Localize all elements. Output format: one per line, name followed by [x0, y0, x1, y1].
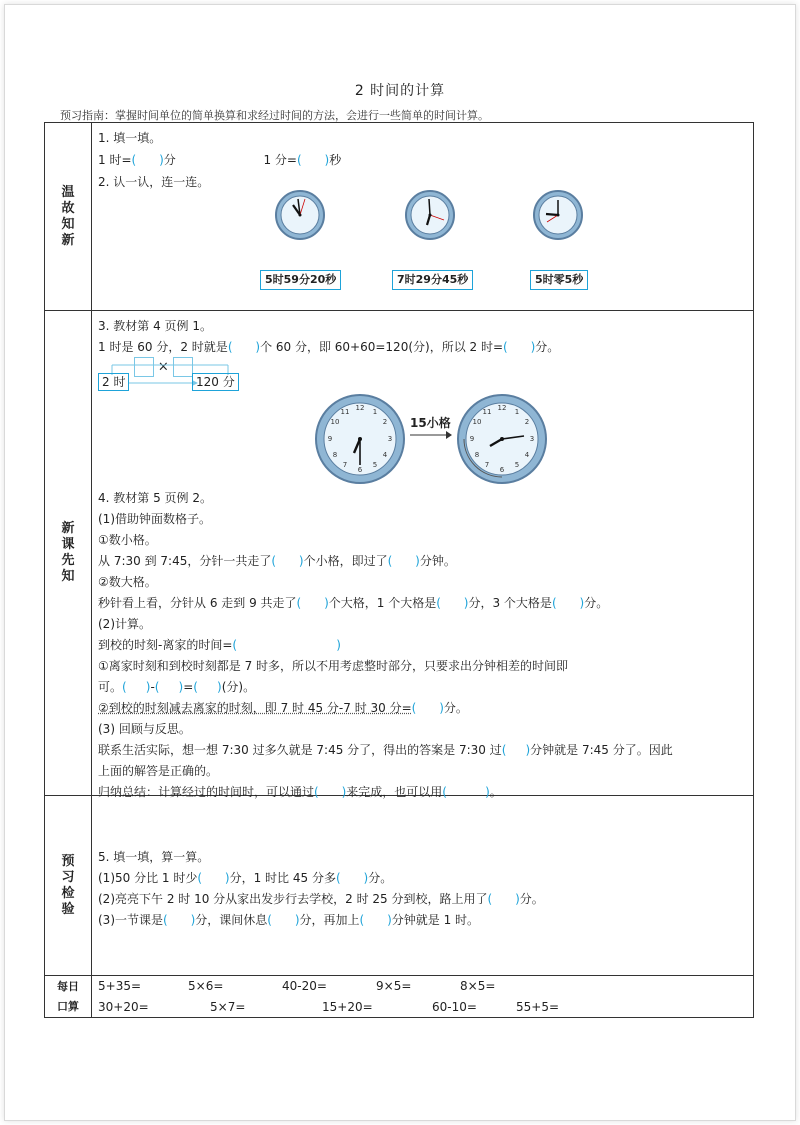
svg-text:1: 1	[372, 408, 378, 416]
svg-text:8: 8	[474, 451, 480, 459]
q5-l3-a: (3)一节课是	[98, 913, 163, 927]
svg-text:9: 9	[469, 435, 475, 443]
box-120-minutes: 120 分	[192, 373, 239, 391]
clock-icon-730	[314, 393, 406, 485]
svg-text:2: 2	[524, 418, 530, 426]
q4-l9-blank-1[interactable]: ( )	[122, 680, 151, 694]
svg-text:6: 6	[357, 466, 363, 474]
svg-text:1: 1	[514, 408, 520, 416]
q5-l1-b: 分，1 时比 45 分多	[229, 871, 336, 885]
q4-l5-blank-1[interactable]: ( )	[296, 596, 329, 610]
q4-line5	[98, 594, 608, 611]
q1-row	[98, 151, 341, 168]
q4-l5-b: 个大格，1 个大格是	[328, 596, 437, 610]
oral-r2-c3: 15+20=	[322, 1000, 373, 1014]
section-new	[92, 311, 754, 799]
oral-r2-c5: 55+5=	[516, 1000, 560, 1014]
q4-l12-blank[interactable]: ( )	[501, 743, 531, 757]
q3-text-a: 1 时是 60 分，2 时就是	[98, 340, 228, 354]
q4-l14-c: 。	[489, 785, 502, 799]
q1a-suffix: 分	[163, 153, 176, 167]
q4-line10	[98, 699, 468, 716]
q5-l3-blank-1[interactable]: ( )	[163, 913, 196, 927]
time-label-1[interactable]: 5时59分20秒	[260, 270, 341, 290]
q5-l3-blank-3[interactable]: ( )	[359, 913, 392, 927]
q3-blank-1[interactable]: ( )	[227, 340, 261, 354]
q4-line8: ①离家时刻和到校时刻都是 7 时多，所以不用考虑整时部分，只要求出分钟相差的时间即	[98, 659, 569, 673]
svg-text:12: 12	[497, 404, 507, 412]
oral-r1-c1: 5+35=	[98, 979, 142, 993]
q1b-blank[interactable]: ( )	[296, 153, 330, 167]
section-check-text: 预习检验	[61, 853, 75, 917]
svg-text:3: 3	[529, 435, 535, 443]
q4-l10-a: ②到校的时刻减去离家的时刻，即 7 时 45 分-7 时 30 分=	[98, 701, 412, 715]
svg-text:10: 10	[472, 418, 482, 426]
q4-title: 4. 教材第 5 页例 2。	[98, 491, 212, 505]
q5-l3-b: 分，课间休息	[195, 913, 268, 927]
q1b-suffix: 秒	[329, 153, 342, 167]
q4-line3	[98, 552, 456, 569]
preview-guide: 预习指南：掌握时间单位的简单换算和求经过时间的方法，会进行一些简单的时间计算。	[60, 109, 489, 122]
clock-icon-1	[274, 189, 326, 241]
section-review-text: 温故知新	[61, 184, 75, 248]
q4-l9-minus: -	[150, 680, 155, 694]
q4-l5-d: 分。	[584, 596, 609, 610]
q5-line1	[98, 869, 392, 886]
q3-text-c: 分。	[535, 340, 560, 354]
q4-l3-blank-1[interactable]: ( )	[271, 554, 304, 568]
q5-line2	[98, 890, 544, 907]
q4-line4: ②数大格。	[98, 575, 157, 589]
q4-l3-b: 个小格，即过了	[303, 554, 388, 568]
q4-l5-blank-2[interactable]: ( )	[436, 596, 469, 610]
page-title: 2 时间的计算	[354, 83, 446, 99]
clock-icon-2	[404, 189, 456, 241]
q1b-prefix: 1 分=	[263, 153, 297, 167]
q4-l3-blank-2[interactable]: ( )	[387, 554, 420, 568]
q5-line3	[98, 911, 479, 928]
box-2-hours: 2 时	[98, 373, 129, 391]
svg-text:9: 9	[327, 435, 333, 443]
q4-l5-blank-3[interactable]: ( )	[551, 596, 585, 610]
q4-l9-blank-2[interactable]: ( )	[154, 680, 184, 694]
time-label-3[interactable]: 5时零5秒	[530, 270, 588, 290]
q4-l14-b: 来完成，也可以用	[346, 785, 443, 799]
svg-text:6: 6	[499, 466, 505, 474]
q1-title: 1. 填一填。	[98, 131, 162, 145]
clock-icon-3	[532, 189, 584, 241]
q5-l1-blank-2[interactable]: ( )	[335, 871, 369, 885]
oral-r1-c4: 9×5=	[376, 979, 412, 993]
section-oral	[92, 976, 754, 1018]
q5-l1-c: 分。	[368, 871, 393, 885]
q4-line12	[98, 741, 673, 758]
svg-text:2: 2	[382, 418, 388, 426]
q4-line11: (3) 回顾与反思。	[98, 722, 191, 736]
q1a-prefix: 1 时=	[98, 153, 132, 167]
q4-l9-d: (分)。	[221, 680, 256, 694]
oral-r1-c2: 5×6=	[188, 979, 224, 993]
svg-text:11: 11	[340, 408, 350, 416]
q5-title: 5. 填一填，算一算。	[98, 850, 210, 864]
q4-l14-a: 归纳总结：计算经过的时间时，可以通过	[98, 785, 315, 799]
right-arrow-icon	[408, 429, 454, 441]
time-label-2[interactable]: 7时29分45秒	[392, 270, 473, 290]
q5-l2-blank[interactable]: ( )	[487, 892, 520, 906]
svg-text:3: 3	[387, 435, 393, 443]
q4-l12-a: 联系生活实际，想一想 7:30 过多久就是 7:45 分了，得出的答案是 7:30 过	[98, 743, 502, 757]
section-review-label	[45, 123, 92, 311]
q4-line6: (2)计算。	[98, 617, 151, 631]
q5-l3-blank-2[interactable]: ( )	[267, 913, 300, 927]
q4-l3-c: 分钟。	[419, 554, 456, 568]
q4-line9	[98, 678, 255, 695]
q4-line2: ①数小格。	[98, 533, 157, 547]
oral-r2-c2: 5×7=	[210, 1000, 246, 1014]
times-sign: ×	[157, 359, 169, 375]
q4-l5-c: 分，3 个大格是	[468, 596, 552, 610]
section-check	[92, 796, 754, 976]
q4-l9-blank-3[interactable]: ( )	[193, 680, 222, 694]
q5-l1-a: (1)50 分比 1 时少	[98, 871, 198, 885]
q3-line1	[98, 338, 559, 355]
q2-title: 2. 认一认，连一连。	[98, 175, 210, 189]
q3-title: 3. 教材第 4 页例 1。	[98, 319, 212, 333]
section-new-text: 新课先知	[61, 521, 75, 584]
q4-line13: 上面的解答是正确的。	[98, 764, 219, 778]
q3-blank-2[interactable]: ( )	[503, 340, 536, 354]
svg-text:5: 5	[372, 461, 378, 469]
q4-l10-blank[interactable]: ( )	[411, 701, 444, 715]
svg-text:8: 8	[332, 451, 338, 459]
q1a-blank[interactable]: ( )	[131, 153, 164, 167]
svg-text:4: 4	[524, 451, 530, 459]
svg-text:4: 4	[382, 451, 388, 459]
section-oral-label	[45, 976, 92, 1018]
oral-r1-c3: 40-20=	[282, 979, 327, 993]
worksheet-table	[44, 122, 754, 1018]
section-new-label	[45, 311, 92, 796]
svg-text:7: 7	[342, 461, 348, 469]
arrow-label-15-ticks: 15小格	[410, 416, 451, 430]
svg-text:10: 10	[330, 418, 340, 426]
section-oral-text: 每日口算	[57, 979, 79, 1013]
oral-r1-c5: 8×5=	[460, 979, 496, 993]
q4-l9-equals: =	[183, 680, 194, 694]
q5-l3-c: 分，再加上	[299, 913, 360, 927]
q4-line1: (1)借助钟面数格子。	[98, 512, 211, 526]
q4-l12-b: 分钟就是 7:45 分了。因此	[530, 743, 673, 757]
svg-text:7: 7	[484, 461, 490, 469]
q4-l9-a: 可。	[98, 680, 123, 694]
svg-text:5: 5	[514, 461, 520, 469]
q4-l3-a: 从 7:30 到 7:45，分针一共走了	[98, 554, 272, 568]
q5-l3-d: 分钟就是 1 时。	[391, 913, 480, 927]
q4-l14-blank-1[interactable]: ( )	[314, 785, 347, 799]
oral-r2-c1: 30+20=	[98, 1000, 149, 1014]
q5-l2-b: 分。	[519, 892, 544, 906]
q4-l14-blank-2[interactable]: ( )	[442, 785, 490, 799]
q5-l2-a: (2)亮亮下午 2 时 10 分从家出发步行去学校，2 时 25 分到校，路上用了	[98, 892, 488, 906]
q4-l7-text: 到校的时刻-离家的时间=	[98, 638, 233, 652]
q4-l7-blank[interactable]: ( )	[232, 638, 341, 652]
svg-text:11: 11	[482, 408, 492, 416]
section-review	[92, 123, 754, 311]
q3-text-b: 个 60 分，即 60+60=120(分)，所以 2 时=	[260, 340, 504, 354]
oral-r2-c4: 60-10=	[432, 1000, 477, 1014]
clock-icon-745	[454, 391, 550, 487]
q4-l5-a: 秒针看上看，分针从 6 走到 9 共走了	[98, 596, 297, 610]
q4-l10-b: 分。	[443, 701, 468, 715]
q5-l1-blank-1[interactable]: ( )	[197, 871, 230, 885]
q4-line7	[98, 636, 341, 653]
svg-text:12: 12	[355, 404, 365, 412]
section-check-label	[45, 796, 92, 976]
